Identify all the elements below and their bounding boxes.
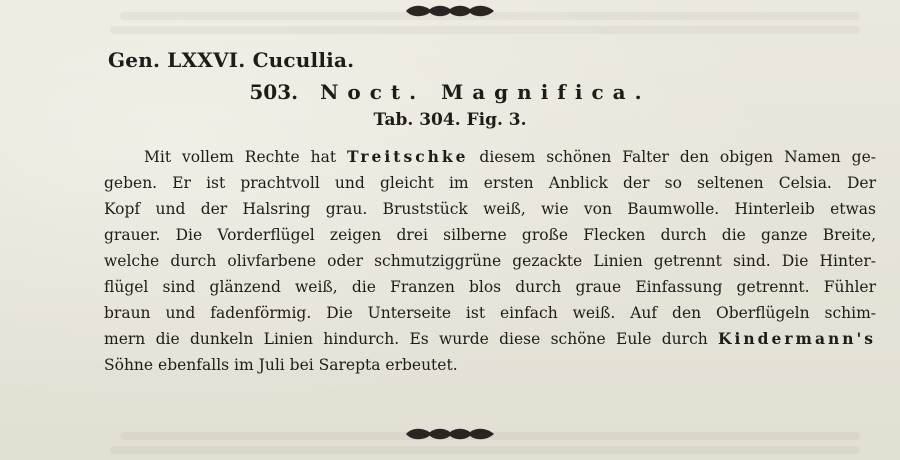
spaced-name: Treitschke: [346, 147, 469, 166]
text-run: geben. Er ist prachtvoll und gleicht im ersten Anblick der so seltenen Celsia. Der: [104, 174, 876, 192]
description-paragraph: [104, 144, 876, 378]
text-line: [104, 274, 876, 300]
text-line: [104, 144, 876, 170]
text-line: [104, 352, 876, 378]
spaced-name: Kindermann's: [718, 329, 876, 348]
text-run: braun und fadenförmig. Die Unterseite ist einfach weiß. Auf den Oberflügeln schim-: [104, 304, 876, 322]
text-line: [104, 222, 876, 248]
bottom-ornament-icon: [402, 425, 498, 443]
text-line: [104, 326, 876, 352]
text-run: Söhne ebenfalls im Juli bei Sarepta erbeutet.: [104, 356, 458, 374]
bleed-through-line: [110, 26, 860, 34]
text-line: [104, 170, 876, 196]
text-run: welche durch olivfarbene oder schmutziggrüne gezackte Linien getrennt sind. Die Hinter-: [104, 252, 876, 270]
text-run: flügel sind glänzend weiß, die Franzen blos durch graue Einfassung getrennt. Fühler: [104, 278, 876, 296]
text-line: [104, 196, 876, 222]
top-ornament-icon: [402, 2, 498, 20]
bleed-through-line: [110, 446, 860, 454]
plate-reference: Tab. 304. Fig. 3.: [373, 110, 527, 130]
genus-heading: Gen. LXXVI. Cucullia.: [108, 48, 355, 72]
text-line: [104, 248, 876, 274]
species-number: 503.: [249, 80, 299, 104]
species-heading: [0, 80, 900, 104]
text-run: Kopf und der Halsring grau. Bruststück weiß, wie von Baumwolle. Hinterleib etwas: [104, 200, 876, 218]
text-run: Mit vollem Rechte hat: [144, 148, 347, 166]
text-run: mern die dunkeln Linien hindurch. Es wurde diese schöne Eule durch: [104, 330, 719, 348]
text-run: diesem schönen Falter den obigen Namen ge-: [468, 148, 876, 166]
text-line: [104, 300, 876, 326]
text-run: grauer. Die Vorderflügel zeigen drei silberne große Flecken durch die ganze Breite,: [104, 226, 876, 244]
species-name: Noct. Magnifica.: [320, 80, 651, 104]
